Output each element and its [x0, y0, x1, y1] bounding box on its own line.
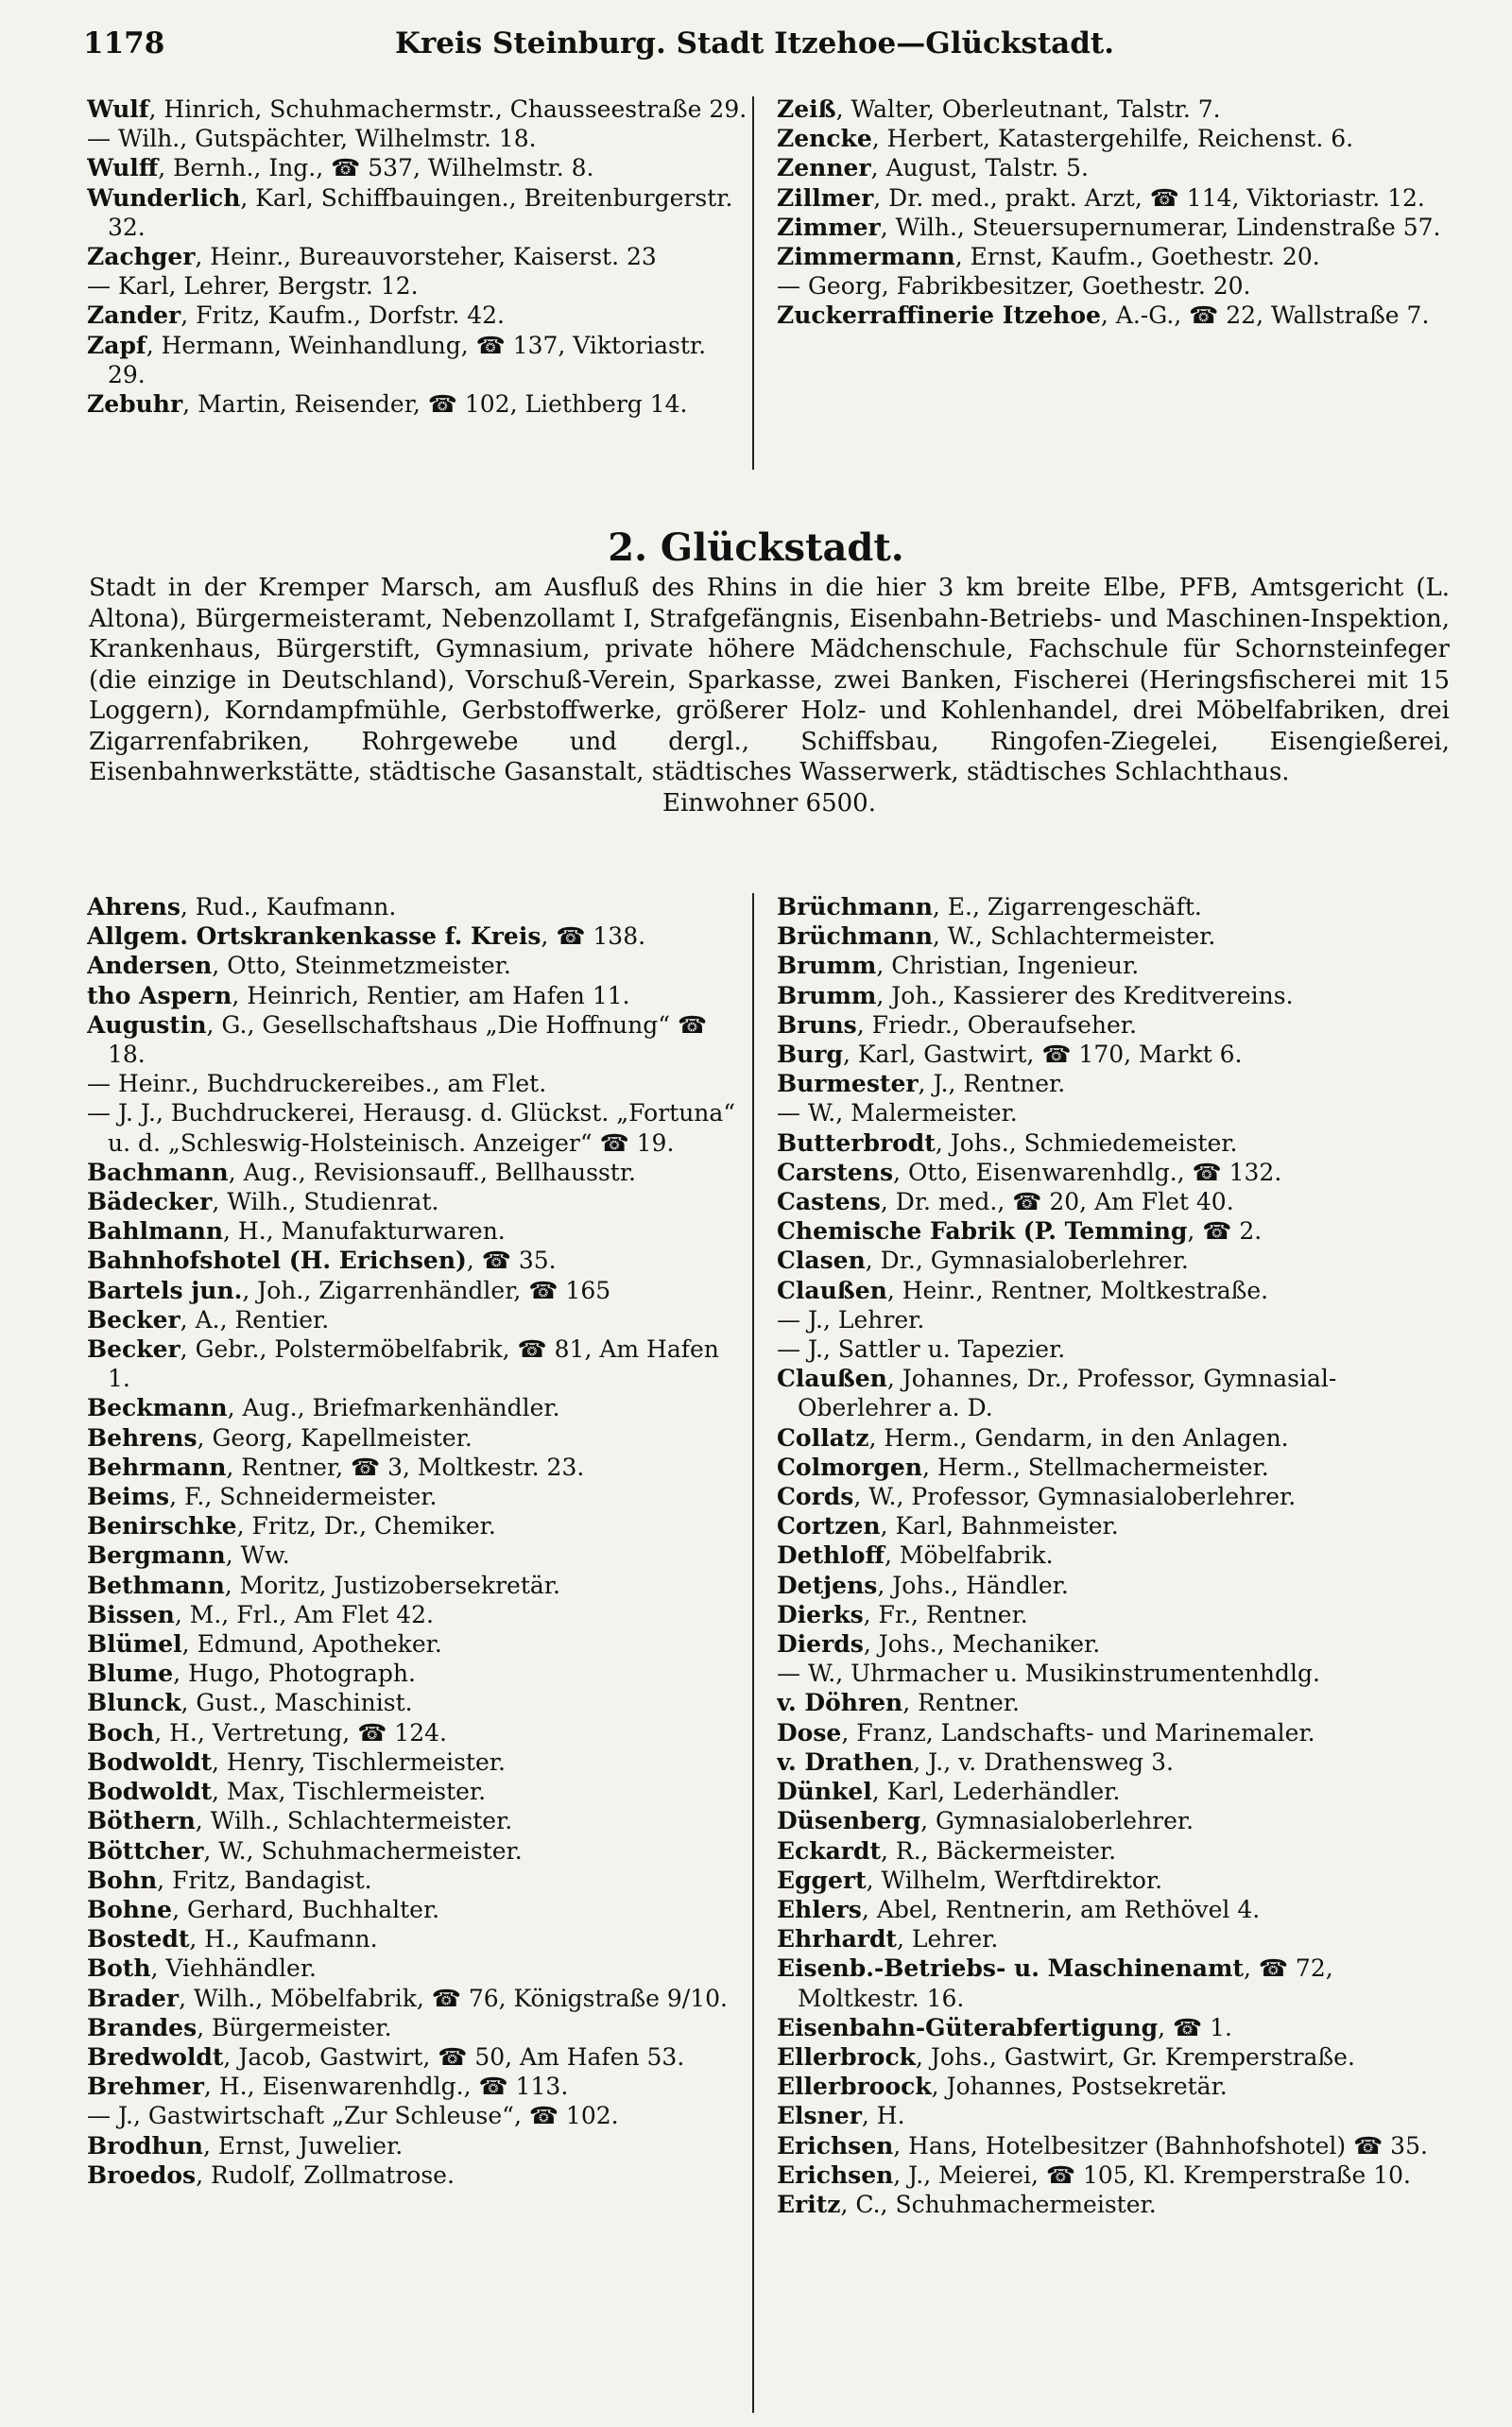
page-header [83, 21, 1482, 66]
directory-entry: v. Drathen, J., v. Drathensweg 3. [777, 1747, 1174, 1776]
directory-entry: Beims, F., Schneidermeister. [87, 1483, 438, 1511]
directory-entry: — Georg, Fabrikbesitzer, Goethestr. 20. [777, 272, 1251, 301]
directory-entry: Bahnhofshotel (H. Erichsen), ☎ 35. [87, 1247, 557, 1275]
directory-entry: Brehmer, H., Eisenwarenhdlg., ☎ 113. [87, 2073, 569, 2101]
directory-entry: Brumm, Joh., Kassierer des Kreditvereins. [777, 981, 1294, 1009]
directory-entry: Eritz, C., Schuhmachermeister. [777, 2190, 1157, 2218]
page-number: 1178 [83, 26, 165, 60]
directory-entry: Erichsen, J., Meierei, ☎ 105, Kl. Kremperstraße 10. [777, 2160, 1411, 2189]
directory-entry: tho Aspern, Heinrich, Rentier, am Hafen 11. [87, 981, 630, 1009]
directory-entry: Bodwoldt, Max, Tischlermeister. [87, 1778, 487, 1806]
directory-entry: Bissen, M., Frl., Am Flet 42. [87, 1600, 434, 1628]
directory-entry: Ellerbrock, Johs., Gastwirt, Gr. Kremperstraße. [777, 2042, 1355, 2071]
directory-entry: Augustin, G., Gesellschaftshaus „Die Hoffnung“ ☎ 18. [87, 1010, 708, 1069]
directory-entry: Cords, W., Professor, Gymnasialoberlehrer. [777, 1483, 1297, 1511]
directory-entry: — J., Gastwirtschaft „Zur Schleuse“, ☎ 102. [87, 2102, 619, 2130]
directory-entry: Broedos, Rudolf, Zollmatrose. [87, 2160, 455, 2189]
directory-entry: Zenner, August, Talstr. 5. [777, 154, 1089, 182]
directory-entry: Bruns, Friedr., Oberaufseher. [777, 1010, 1137, 1039]
directory-entry: Zuckerraffinerie Itzehoe, A.-G., ☎ 22, Wallstraße 7. [777, 301, 1430, 330]
directory-entry: Wunderlich, Karl, Schiffbauingen., Breitenburgerstr. 32. [87, 183, 733, 241]
glueckstadt-right-column [777, 892, 1448, 2418]
directory-entry: Andersen, Otto, Steinmetzmeister. [87, 952, 511, 980]
directory-entry: Cortzen, Karl, Bahnmeister. [777, 1512, 1119, 1541]
directory-entry: Blümel, Edmund, Apotheker. [87, 1630, 442, 1659]
section-heading: 2. Glückstadt. [608, 525, 904, 570]
directory-entry: Bahlmann, H., Manufakturwaren. [87, 1217, 506, 1246]
directory-entry: Bohn, Fritz, Bandagist. [87, 1866, 372, 1894]
directory-entry: Wulff, Bernh., Ing., ☎ 537, Wilhelmstr. 8. [87, 154, 594, 182]
itzehoe-left-column [87, 95, 748, 482]
directory-entry: Bostedt, H., Kaufmann. [87, 1925, 378, 1954]
directory-entry: Carstens, Otto, Eisenwarenhdlg., ☎ 132. [777, 1158, 1282, 1186]
directory-entry: Bohne, Gerhard, Buchhalter. [87, 1895, 440, 1923]
directory-entry: Dierks, Fr., Rentner. [777, 1600, 1028, 1628]
directory-entry: Zimmermann, Ernst, Kaufm., Goethestr. 20. [777, 243, 1320, 271]
directory-entry: Dierds, Johs., Mechaniker. [777, 1630, 1101, 1659]
directory-entry: Brüchmann, E., Zigarrengeschäft. [777, 893, 1202, 921]
directory-entry: — J. J., Buchdruckerei, Herausg. d. Glückst. „Fortuna“ u. d. „Schleswig-Holsteinisch. Anzeiger“ ☎ 19. [87, 1099, 736, 1157]
directory-entry: — W., Malermeister. [777, 1099, 1018, 1127]
directory-entry: Ellerbroock, Johannes, Postsekretär. [777, 2073, 1228, 2101]
population: Einwohner 6500. [662, 788, 876, 818]
directory-entry: Eisenbahn-Güterabfertigung, ☎ 1. [777, 2013, 1232, 2041]
directory-entry: — J., Lehrer. [777, 1305, 925, 1334]
directory-entry: Becker, A., Rentier. [87, 1305, 330, 1334]
directory-entry: Clasen, Dr., Gymnasialoberlehrer. [777, 1247, 1189, 1275]
directory-entry: Brumm, Christian, Ingenieur. [777, 952, 1140, 980]
directory-entry: Behrens, Georg, Kapellmeister. [87, 1423, 472, 1452]
directory-entry: Böttcher, W., Schuhmachermeister. [87, 1836, 523, 1865]
directory-entry: Ahrens, Rud., Kaufmann. [87, 893, 397, 921]
directory-entry: Bodwoldt, Henry, Tischlermeister. [87, 1747, 506, 1776]
directory-entry: Ehlers, Abel, Rentnerin, am Rethövel 4. [777, 1895, 1261, 1923]
directory-entry: Zachger, Heinr., Bureauvorsteher, Kaiserst. 23 [87, 243, 657, 271]
directory-entry: Elsner, H. [777, 2102, 905, 2130]
directory-entry: Zebuhr, Martin, Reisender, ☎ 102, Liethberg 14. [87, 390, 688, 419]
directory-entry: Butterbrodt, Johs., Schmiedemeister. [777, 1128, 1238, 1157]
directory-entry: Wulf, Hinrich, Schuhmachermstr., Chausseestraße 29. [87, 95, 747, 123]
directory-entry: Brodhun, Ernst, Juwelier. [87, 2131, 404, 2160]
directory-entry: Behrmann, Rentner, ☎ 3, Moltkestr. 23. [87, 1453, 585, 1481]
directory-entry: Zillmer, Dr. med., prakt. Arzt, ☎ 114, Viktoriastr. 12. [777, 183, 1425, 212]
directory-entry: Bachmann, Aug., Revisionsauff., Bellhausstr. [87, 1158, 637, 1186]
directory-entry: Claußen, Heinr., Rentner, Moltkestraße. [777, 1276, 1269, 1304]
glueckstadt-left-column [87, 892, 748, 2418]
directory-entry: — J., Sattler u. Tapezier. [777, 1335, 1066, 1364]
directory-entry: Zeiß, Walter, Oberleutnant, Talstr. 7. [777, 95, 1221, 123]
directory-entry: Eckardt, R., Bäckermeister. [777, 1836, 1117, 1865]
directory-entry: Bädecker, Wilh., Studienrat. [87, 1188, 439, 1216]
directory-entry: Burmester, J., Rentner. [777, 1070, 1066, 1098]
directory-entry: v. Döhren, Rentner. [777, 1689, 1020, 1717]
directory-entry: Castens, Dr. med., ☎ 20, Am Flet 40. [777, 1188, 1234, 1216]
directory-entry: — Karl, Lehrer, Bergstr. 12. [87, 272, 419, 301]
directory-entry: Burg, Karl, Gastwirt, ☎ 170, Markt 6. [777, 1041, 1243, 1069]
column-divider-top [752, 96, 754, 470]
town-description [89, 573, 1450, 885]
directory-entry: Allgem. Ortskrankenkasse f. Kreis, ☎ 138. [87, 922, 646, 951]
directory-entry: Colmorgen, Herm., Stellmachermeister. [777, 1453, 1269, 1481]
directory-entry: Dethloff, Möbelfabrik. [777, 1541, 1054, 1570]
directory-entry: Brader, Wilh., Möbelfabrik, ☎ 76, Königstraße 9/10. [87, 1984, 728, 2012]
directory-entry: Dose, Franz, Landschafts- und Marinemaler. [777, 1718, 1315, 1747]
directory-entry: Becker, Gebr., Polstermöbelfabrik, ☎ 81, Am Hafen 1. [87, 1335, 719, 1393]
directory-entry: — Heinr., Buchdruckereibes., am Flet. [87, 1070, 547, 1098]
directory-entry: Beckmann, Aug., Briefmarkenhändler. [87, 1394, 560, 1422]
directory-entry: Zander, Fritz, Kaufm., Dorfstr. 42. [87, 301, 505, 330]
directory-entry: Claußen, Johannes, Dr., Professor, Gymnasial-Oberlehrer a. D. [777, 1365, 1337, 1422]
column-divider-bottom [752, 893, 754, 2413]
directory-entry: Brandes, Bürgermeister. [87, 2013, 392, 2041]
directory-entry: — Wilh., Gutspächter, Wilhelmstr. 18. [87, 125, 537, 153]
directory-entry: Bredwoldt, Jacob, Gastwirt, ☎ 50, Am Hafen 53. [87, 2042, 685, 2071]
directory-entry: Zencke, Herbert, Katastergehilfe, Reichenst. 6. [777, 125, 1354, 153]
directory-entry: Erichsen, Hans, Hotelbesitzer (Bahnhofshotel) ☎ 35. [777, 2131, 1428, 2160]
directory-entry: Brüchmann, W., Schlachtermeister. [777, 922, 1216, 951]
directory-entry: Zapf, Hermann, Weinhandlung, ☎ 137, Viktoriastr. 29. [87, 331, 707, 388]
directory-entry: Ehrhardt, Lehrer. [777, 1925, 999, 1954]
directory-entry: Zimmer, Wilh., Steuersupernumerar, Lindenstraße 57. [777, 213, 1441, 241]
directory-entry: Collatz, Herm., Gendarm, in den Anlagen. [777, 1423, 1289, 1452]
town-description-text: Stadt in der Kremper Marsch, am Ausfluß des Rhins in die hier 3 km breite Elbe, PFB, Amtsgericht (L. Altona), Bürgermeisteramt, Nebenzollamt I, Strafgefängnis, Eisenbahn-Betriebs- und Maschinen-Inspektion, Krankenhaus, Bürgerstift, Gymnasium, private höhere Mädchenschule, Fachschule für Schornsteinfeger (die einzige in Deutschland), Vorschuß-Verein, Sparkasse, zwei Banken, Fischerei (Heringsfischerei mit 15 Loggern), Korndampfmühle, Gerbstoffwerke, größerer Holz- und Kohlenhandel, drei Möbelfabriken, drei Zigarrenfabriken, Rohrgewebe und dergl., Schiffsbau, Ringofen-Ziegelei, Eisengießerei, Eisenbahnwerkstätte, städtische Gasanstalt, städtisches Wasserwerk, städtisches Schlachthaus. [89, 574, 1450, 786]
directory-entry: Blume, Hugo, Photograph. [87, 1660, 416, 1688]
directory-entry: Detjens, Johs., Händler. [777, 1571, 1069, 1599]
directory-entry: — W., Uhrmacher u. Musikinstrumentenhdlg. [777, 1660, 1320, 1688]
directory-entry: Bergmann, Ww. [87, 1541, 290, 1570]
itzehoe-right-column [777, 95, 1448, 482]
directory-entry: Bartels jun., Joh., Zigarrenhändler, ☎ 165 [87, 1276, 611, 1304]
directory-entry: Bethmann, Moritz, Justizobersekretär. [87, 1571, 560, 1599]
directory-entry: Eisenb.-Betriebs- u. Maschinenamt, ☎ 72, Moltkestr. 16. [777, 1954, 1333, 2012]
directory-entry: Boch, H., Vertretung, ☎ 124. [87, 1718, 447, 1747]
directory-entry: Eggert, Wilhelm, Werftdirektor. [777, 1866, 1163, 1894]
directory-entry: Chemische Fabrik (P. Temming, ☎ 2. [777, 1217, 1263, 1246]
directory-entry: Both, Viehhändler. [87, 1954, 317, 1983]
running-title: Kreis Steinburg. Stadt Itzehoe—Glückstadt. [395, 26, 1115, 60]
directory-entry: Dünkel, Karl, Lederhändler. [777, 1778, 1121, 1806]
directory-entry: Böthern, Wilh., Schlachtermeister. [87, 1807, 513, 1835]
directory-entry: Benirschke, Fritz, Dr., Chemiker. [87, 1512, 496, 1541]
directory-entry: Blunck, Gust., Maschinist. [87, 1689, 413, 1717]
directory-entry: Düsenberg, Gymnasialoberlehrer. [777, 1807, 1194, 1835]
